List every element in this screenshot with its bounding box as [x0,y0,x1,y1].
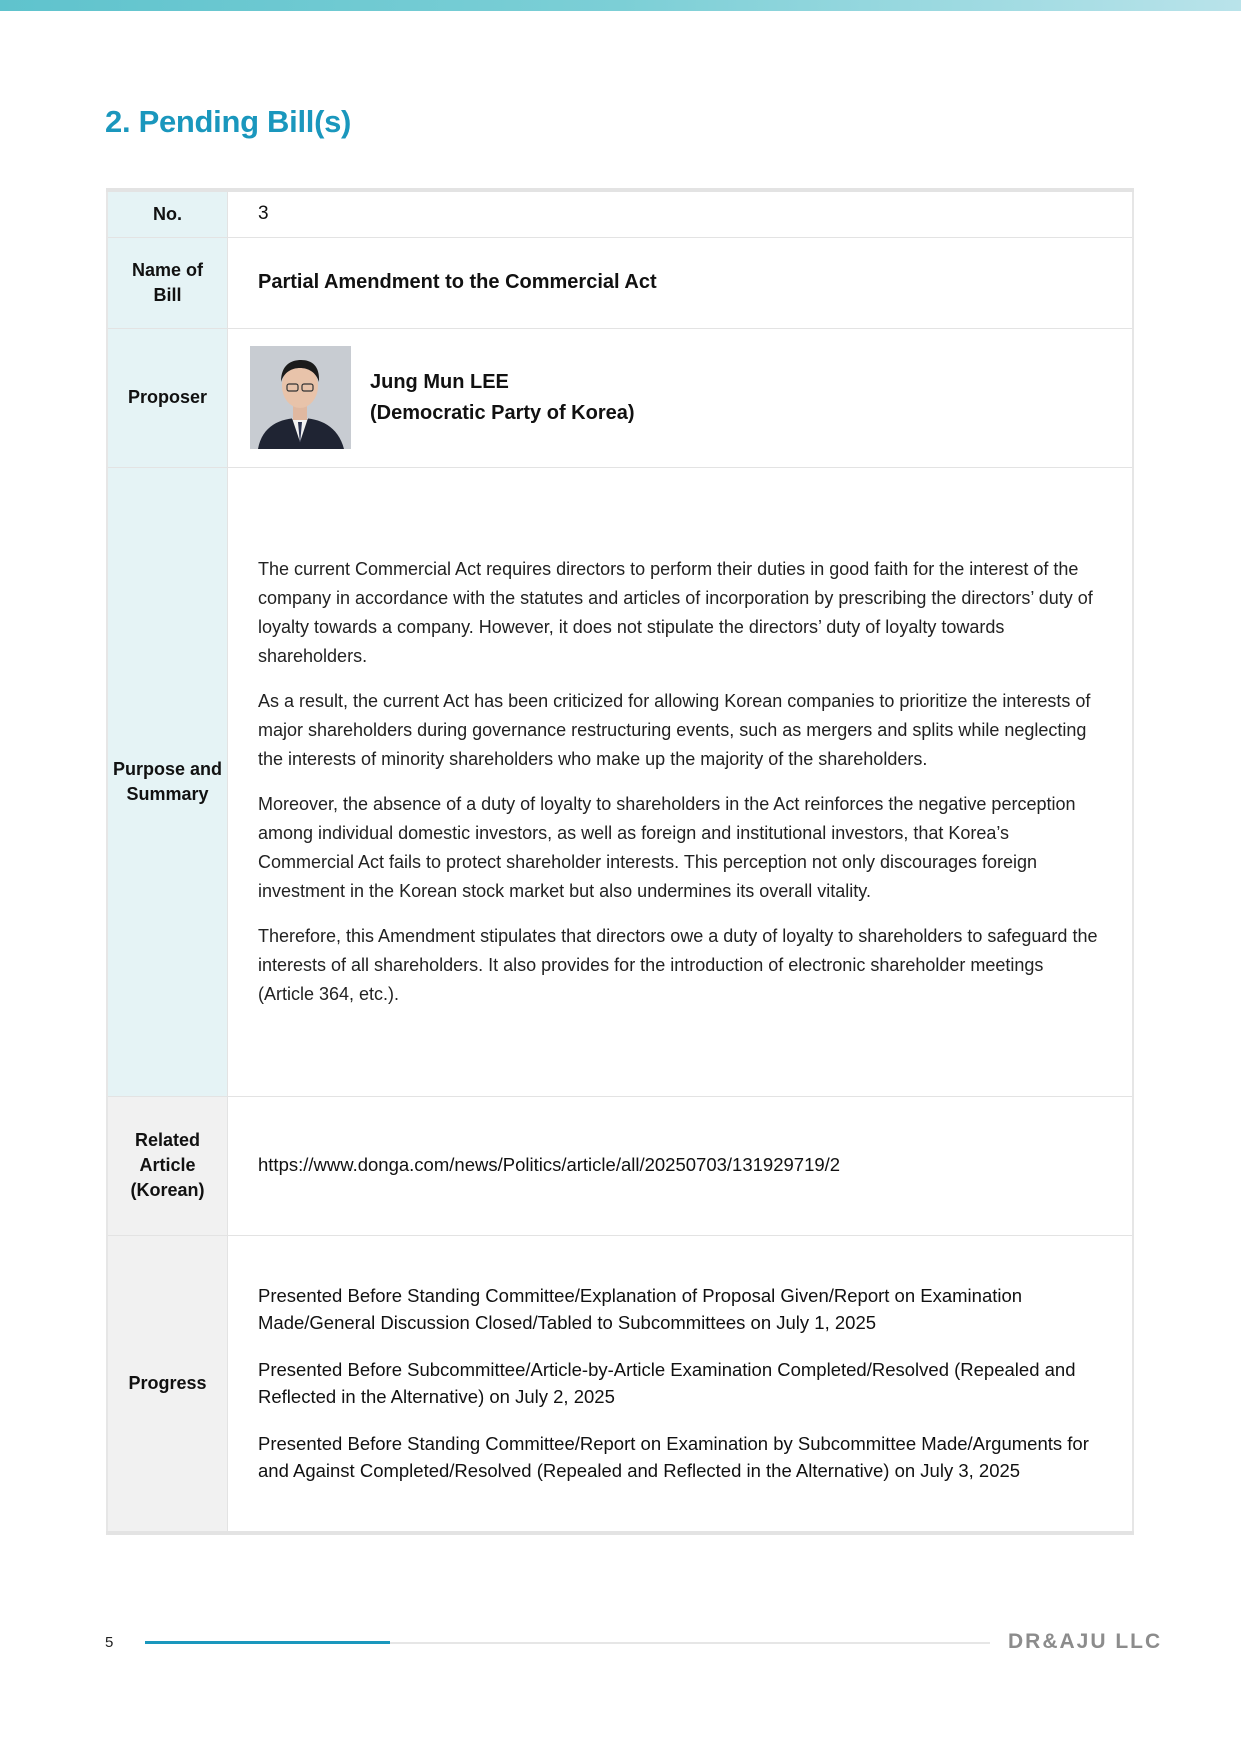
page-number: 5 [105,1634,114,1651]
person-portrait-icon [250,346,351,449]
label-progress: Progress [107,1235,228,1533]
proposer-party: (Democratic Party of Korea) [370,401,635,424]
value-summary [228,467,1134,1096]
value-progress [228,1235,1134,1533]
value-article [228,1096,1134,1235]
article-link[interactable]: https://www.donga.com/news/Politics/article/all/20250703/131929719/2 [258,1154,841,1175]
section-title: 2. Pending Bill(s) [105,104,352,139]
proposer-block [258,346,1102,449]
label-summary-text: Purpose and Summary [112,758,223,804]
bill-table [106,188,1134,1535]
value-name: Partial Amendment to the Commercial Act [228,237,1134,328]
top-accent-bar [0,0,1241,11]
row-no [107,190,1133,237]
label-article [107,1096,228,1235]
summary-paragraph-2: As a result, the current Act has been criticized for allowing Korean companies to prioritize the interests of major shareholders during governance restructuring events, such as mergers and splits while neglecting the interests of minority shareholders who make up the majority of the shareholders. [258,690,1091,769]
label-article-text: Related Article (Korean) [130,1130,205,1200]
value-no: 3 [228,190,1134,237]
row-proposer [107,328,1133,467]
proposer-name: Jung Mun LEE [370,370,509,393]
row-article [107,1096,1133,1235]
label-proposer: Proposer [107,328,228,467]
label-name-text: Name of Bill [131,259,203,305]
progress-item-3: Presented Before Standing Committee/Report on Examination by Subcommittee Made/Arguments for and Against Completed/Resolved (Repealed and Reflected in the Alternative) on July 3, 2025 [258,1433,1089,1482]
label-no: No. [107,190,228,237]
brand-logo: DR&AJU LLC [1008,1630,1163,1653]
label-summary [107,467,228,1096]
row-summary [107,467,1133,1096]
progress-item-2: Presented Before Subcommittee/Article-by-Article Examination Completed/Resolved (Repealed and Reflected in the Alternative) on July 2, 2025 [258,1359,1076,1408]
label-name [107,237,228,328]
summary-paragraph-1: The current Commercial Act requires directors to perform their duties in good faith for the interest of the company in accordance with the statutes and articles of incorporation by prescribing the directors’ duty of loyalty towards a company. However, it does not stipulate the directors’ duty of loyalty towards shareholders. [258,558,1093,666]
row-progress [107,1235,1133,1533]
proposer-text [370,367,635,429]
summary-paragraph-4: Therefore, this Amendment stipulates that directors owe a duty of loyalty to shareholders to safeguard the interests of all shareholders. It also provides for the introduction of electronic shareholder meetings (Article 364, etc.). [258,925,1098,1004]
summary-paragraph-3: Moreover, the absence of a duty of loyalty to shareholders in the Act reinforces the negative perception among individual domestic investors, as well as foreign and institutional investors, that Korea’s Commercial Act fails to protect shareholder interests. This perception not only discourages foreign investment in the Korean stock market but also undermines its overall vitality. [258,793,1076,901]
proposer-photo [250,346,351,449]
footer-progress-accent [145,1641,390,1644]
value-proposer [228,328,1134,467]
row-name [107,237,1133,328]
progress-item-1: Presented Before Standing Committee/Explanation of Proposal Given/Report on Examination Made/General Discussion Closed/Tabled to Subcommittees on July 1, 2025 [258,1285,1023,1334]
